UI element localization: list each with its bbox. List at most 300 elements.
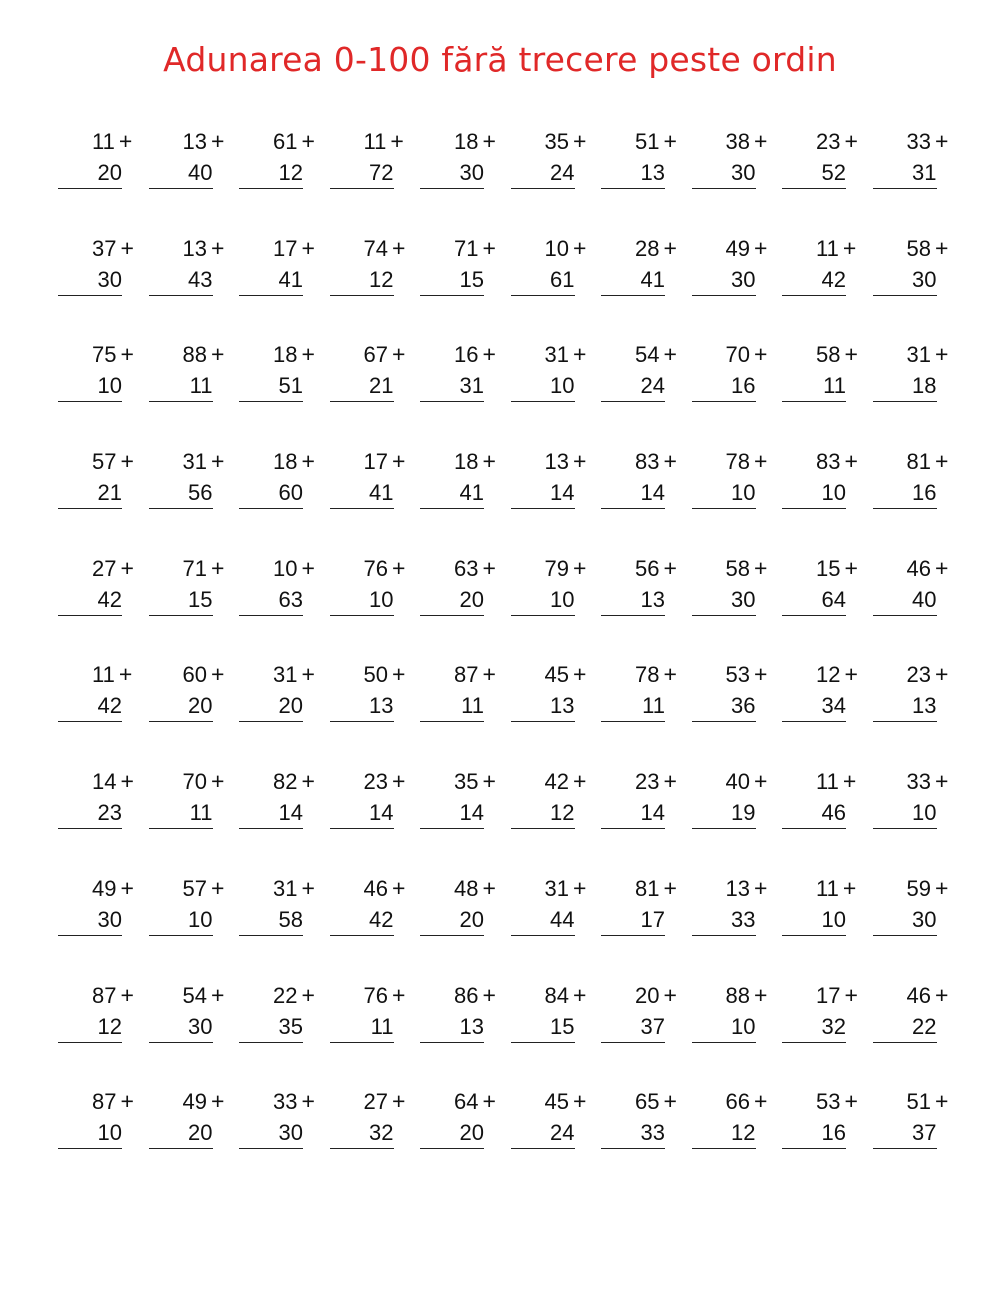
first-addend	[183, 448, 225, 475]
first-addend	[816, 128, 858, 155]
plus-sign: +	[934, 661, 949, 688]
first-addend-value: 17	[273, 235, 298, 261]
first-addend	[273, 555, 315, 582]
first-addend	[545, 448, 587, 475]
first-addend	[907, 982, 949, 1009]
plus-sign: +	[301, 234, 315, 261]
plus-sign: +	[663, 341, 677, 368]
addition-problem	[58, 768, 148, 830]
second-addend: 21	[58, 480, 122, 509]
plus-sign: +	[753, 554, 768, 581]
addition-problem	[239, 128, 329, 190]
plus-sign: +	[301, 768, 315, 795]
plus-sign: +	[934, 448, 949, 475]
plus-sign: +	[120, 448, 134, 475]
second-addend: 14	[601, 800, 665, 829]
second-addend: 12	[511, 800, 575, 829]
first-addend-value: 23	[816, 129, 841, 154]
first-addend	[454, 128, 496, 155]
second-addend: 20	[149, 693, 213, 722]
first-addend	[907, 448, 949, 475]
first-addend-value: 51	[635, 129, 660, 154]
addition-problem	[601, 661, 691, 723]
second-addend: 30	[873, 267, 937, 296]
first-addend-value: 11	[92, 129, 115, 154]
second-addend: 11	[330, 1014, 394, 1043]
first-addend-value: 49	[92, 875, 117, 901]
addition-problem	[782, 128, 872, 190]
addition-problem	[330, 1088, 420, 1150]
addition-problem	[873, 555, 963, 617]
first-addend	[726, 235, 768, 262]
second-addend: 12	[692, 1120, 756, 1149]
first-addend-value: 53	[725, 662, 750, 688]
addition-problem	[601, 555, 691, 617]
first-addend	[454, 875, 496, 902]
first-addend-value: 83	[816, 449, 841, 475]
second-addend: 13	[601, 587, 665, 616]
first-addend-value: 82	[273, 769, 298, 795]
plus-sign: +	[391, 1088, 406, 1115]
first-addend-value: 46	[906, 555, 931, 581]
first-addend	[364, 1088, 406, 1115]
plus-sign: +	[753, 234, 768, 261]
plus-sign: +	[301, 448, 315, 475]
second-addend: 37	[601, 1014, 665, 1043]
second-addend: 16	[873, 480, 937, 509]
plus-sign: +	[120, 768, 134, 795]
plus-sign: +	[210, 234, 225, 261]
first-addend	[92, 555, 134, 582]
first-addend-value: 57	[92, 449, 117, 475]
addition-problem	[782, 768, 872, 830]
first-addend-value: 49	[725, 235, 750, 261]
first-addend-value: 31	[906, 342, 931, 368]
plus-sign: +	[844, 554, 858, 581]
problem-row	[58, 982, 968, 1089]
second-addend: 10	[782, 907, 846, 936]
plus-sign: +	[844, 128, 858, 154]
second-addend: 32	[782, 1014, 846, 1043]
second-addend: 58	[239, 907, 303, 936]
first-addend	[635, 768, 677, 795]
addition-problem	[511, 448, 601, 510]
first-addend	[273, 875, 315, 902]
plus-sign: +	[572, 874, 587, 901]
plus-sign: +	[844, 981, 858, 1008]
first-addend	[183, 982, 225, 1009]
addition-problem	[511, 341, 601, 403]
plus-sign: +	[753, 128, 768, 154]
addition-problem	[330, 768, 420, 830]
second-addend: 40	[873, 587, 937, 616]
first-addend-value: 58	[906, 235, 931, 261]
addition-problem	[149, 235, 239, 297]
first-addend	[92, 661, 132, 688]
addition-problem	[692, 448, 782, 510]
first-addend-value: 11	[816, 875, 839, 901]
first-addend	[545, 341, 587, 368]
plus-sign: +	[210, 981, 225, 1008]
first-addend-value: 61	[273, 129, 298, 154]
first-addend-value: 45	[544, 1089, 569, 1115]
first-addend	[635, 235, 677, 262]
first-addend-value: 58	[725, 555, 750, 581]
addition-problem	[873, 235, 963, 297]
plus-sign: +	[842, 874, 857, 901]
first-addend	[183, 128, 225, 155]
plus-sign: +	[753, 341, 768, 368]
second-addend: 37	[873, 1120, 937, 1149]
addition-problem	[782, 235, 872, 297]
first-addend-value: 10	[544, 235, 569, 261]
plus-sign: +	[753, 1088, 768, 1115]
first-addend	[726, 768, 768, 795]
addition-problem	[239, 235, 329, 297]
addition-problem	[239, 555, 329, 617]
first-addend	[183, 768, 225, 795]
first-addend	[726, 555, 768, 582]
second-addend: 64	[782, 587, 846, 616]
plus-sign: +	[391, 981, 406, 1008]
plus-sign: +	[118, 128, 133, 154]
first-addend-value: 18	[454, 449, 479, 475]
first-addend	[454, 768, 496, 795]
second-addend: 43	[149, 267, 213, 296]
addition-problem	[239, 768, 329, 830]
plus-sign: +	[572, 661, 587, 688]
first-addend-value: 11	[816, 235, 839, 261]
second-addend: 42	[58, 693, 122, 722]
addition-problem	[330, 341, 420, 403]
first-addend	[726, 128, 768, 155]
first-addend	[454, 448, 496, 475]
first-addend	[273, 1088, 315, 1115]
second-addend: 20	[420, 587, 484, 616]
addition-problem	[782, 875, 872, 937]
first-addend	[635, 982, 677, 1009]
plus-sign: +	[934, 234, 949, 261]
second-addend: 30	[239, 1120, 303, 1149]
first-addend	[92, 448, 134, 475]
addition-problem	[601, 448, 691, 510]
plus-sign: +	[482, 448, 496, 475]
plus-sign: +	[210, 1088, 225, 1115]
addition-problem	[149, 982, 239, 1044]
plus-sign: +	[120, 981, 134, 1008]
first-addend-value: 74	[363, 235, 388, 261]
first-addend	[454, 661, 496, 688]
first-addend	[635, 128, 677, 155]
first-addend	[545, 235, 587, 262]
addition-problem	[782, 341, 872, 403]
first-addend	[364, 982, 406, 1009]
addition-problem	[692, 1088, 782, 1150]
first-addend-value: 79	[544, 555, 569, 581]
plus-sign: +	[482, 554, 496, 581]
addition-problem	[601, 128, 691, 190]
first-addend-value: 14	[92, 769, 117, 795]
plus-sign: +	[301, 341, 315, 368]
addition-problem	[873, 661, 963, 723]
plus-sign: +	[391, 448, 406, 475]
plus-sign: +	[120, 1088, 134, 1115]
addition-problem	[782, 555, 872, 617]
first-addend-value: 10	[273, 555, 298, 581]
plus-sign: +	[482, 661, 496, 688]
plus-sign: +	[753, 448, 768, 475]
addition-problem	[420, 661, 510, 723]
addition-problem	[692, 982, 782, 1044]
first-addend	[92, 341, 134, 368]
second-addend: 11	[420, 693, 484, 722]
plus-sign: +	[301, 661, 315, 688]
addition-problem	[692, 875, 782, 937]
addition-problem	[58, 341, 148, 403]
first-addend-value: 11	[816, 769, 839, 795]
addition-problem	[511, 1088, 601, 1150]
first-addend	[183, 1088, 225, 1115]
first-addend-value: 54	[182, 982, 207, 1008]
first-addend	[816, 341, 858, 368]
addition-problem	[873, 341, 963, 403]
addition-problem	[149, 448, 239, 510]
addition-problem	[601, 982, 691, 1044]
second-addend: 56	[149, 480, 213, 509]
first-addend	[816, 661, 858, 688]
first-addend-value: 54	[635, 342, 660, 368]
first-addend-value: 56	[635, 555, 660, 581]
plus-sign: +	[572, 981, 587, 1008]
first-addend-value: 76	[363, 555, 388, 581]
plus-sign: +	[842, 234, 857, 261]
first-addend-value: 18	[273, 449, 298, 475]
addition-problem	[420, 555, 510, 617]
first-addend	[183, 875, 225, 902]
problem-row	[58, 448, 968, 555]
plus-sign: +	[391, 554, 406, 581]
first-addend-value: 12	[816, 662, 841, 688]
first-addend	[364, 661, 406, 688]
first-addend-value: 31	[544, 875, 569, 901]
first-addend	[635, 1088, 677, 1115]
plus-sign: +	[482, 981, 496, 1008]
second-addend: 11	[601, 693, 665, 722]
plus-sign: +	[934, 874, 949, 901]
first-addend-value: 37	[92, 235, 117, 261]
second-addend: 10	[330, 587, 394, 616]
plus-sign: +	[844, 341, 858, 368]
plus-sign: +	[663, 661, 677, 688]
first-addend-value: 88	[182, 342, 207, 368]
addition-problem	[58, 1088, 148, 1150]
second-addend: 63	[239, 587, 303, 616]
plus-sign: +	[482, 234, 496, 261]
second-addend: 24	[511, 160, 575, 189]
first-addend-value: 64	[454, 1089, 479, 1115]
second-addend: 30	[58, 907, 122, 936]
first-addend-value: 86	[454, 982, 479, 1008]
second-addend: 30	[692, 587, 756, 616]
problem-row	[58, 1088, 968, 1195]
second-addend: 10	[692, 1014, 756, 1043]
first-addend-value: 23	[635, 769, 660, 795]
first-addend	[816, 448, 858, 475]
plus-sign: +	[210, 554, 225, 581]
first-addend-value: 15	[816, 555, 841, 581]
addition-problem	[692, 128, 782, 190]
plus-sign: +	[753, 768, 768, 795]
plus-sign: +	[391, 234, 406, 261]
addition-problem	[692, 661, 782, 723]
first-addend	[816, 235, 856, 262]
second-addend: 13	[420, 1014, 484, 1043]
first-addend-value: 67	[363, 342, 388, 368]
plus-sign: +	[934, 981, 949, 1008]
second-addend: 34	[782, 693, 846, 722]
first-addend	[454, 555, 496, 582]
addition-problem	[330, 448, 420, 510]
first-addend	[364, 235, 406, 262]
plus-sign: +	[482, 128, 496, 154]
first-addend	[545, 875, 587, 902]
second-addend: 30	[692, 160, 756, 189]
first-addend-value: 13	[544, 449, 569, 475]
first-addend-value: 53	[816, 1089, 841, 1115]
first-addend-value: 46	[363, 875, 388, 901]
second-addend: 10	[511, 373, 575, 402]
second-addend: 10	[692, 480, 756, 509]
first-addend-value: 84	[544, 982, 569, 1008]
first-addend	[545, 661, 587, 688]
first-addend-value: 46	[906, 982, 931, 1008]
first-addend	[273, 341, 315, 368]
first-addend	[92, 235, 134, 262]
plus-sign: +	[120, 874, 134, 901]
plus-sign: +	[663, 1088, 677, 1115]
first-addend-value: 11	[92, 662, 115, 688]
plus-sign: +	[663, 448, 677, 475]
second-addend: 42	[58, 587, 122, 616]
problem-row	[58, 128, 968, 235]
first-addend	[273, 982, 315, 1009]
first-addend	[454, 982, 496, 1009]
addition-problem	[873, 875, 963, 937]
second-addend: 15	[511, 1014, 575, 1043]
first-addend	[183, 661, 225, 688]
plus-sign: +	[753, 874, 768, 901]
second-addend: 17	[601, 907, 665, 936]
second-addend: 30	[149, 1014, 213, 1043]
problem-row	[58, 235, 968, 342]
second-addend: 10	[149, 907, 213, 936]
plus-sign: +	[663, 128, 677, 154]
addition-problem	[239, 341, 329, 403]
addition-problem	[511, 555, 601, 617]
second-addend: 32	[330, 1120, 394, 1149]
first-addend-value: 78	[725, 449, 750, 475]
first-addend-value: 18	[273, 342, 298, 368]
problem-row	[58, 661, 968, 768]
second-addend: 31	[873, 160, 937, 189]
first-addend-value: 70	[725, 342, 750, 368]
first-addend-value: 70	[182, 769, 207, 795]
addition-problem	[873, 128, 963, 190]
first-addend	[364, 448, 406, 475]
plus-sign: +	[572, 768, 587, 795]
problem-row	[58, 875, 968, 982]
first-addend	[364, 128, 404, 155]
first-addend-value: 31	[273, 662, 298, 688]
first-addend	[907, 768, 949, 795]
plus-sign: +	[844, 1088, 858, 1115]
first-addend	[454, 235, 496, 262]
plus-sign: +	[663, 554, 677, 581]
first-addend-value: 18	[454, 129, 479, 154]
first-addend-value: 27	[92, 555, 117, 581]
first-addend-value: 11	[363, 129, 387, 154]
second-addend: 11	[782, 373, 846, 402]
first-addend	[907, 341, 949, 368]
first-addend-value: 78	[635, 662, 660, 688]
second-addend: 30	[420, 160, 484, 189]
addition-problem	[511, 982, 601, 1044]
plus-sign: +	[391, 874, 406, 901]
first-addend-value: 45	[544, 662, 569, 688]
first-addend	[454, 341, 496, 368]
plus-sign: +	[572, 554, 587, 581]
second-addend: 10	[511, 587, 575, 616]
first-addend-value: 13	[182, 129, 207, 154]
first-addend-value: 31	[544, 342, 569, 368]
first-addend	[273, 128, 315, 155]
plus-sign: +	[572, 1088, 587, 1115]
first-addend-value: 35	[454, 769, 479, 795]
addition-problem	[511, 661, 601, 723]
first-addend	[92, 875, 134, 902]
second-addend: 13	[330, 693, 394, 722]
second-addend: 14	[601, 480, 665, 509]
problem-row	[58, 341, 968, 448]
second-addend: 36	[692, 693, 756, 722]
plus-sign: +	[663, 981, 677, 1008]
first-addend	[273, 661, 315, 688]
first-addend-value: 20	[635, 982, 660, 1008]
plus-sign: +	[842, 768, 857, 795]
first-addend-value: 49	[182, 1089, 207, 1115]
second-addend: 16	[692, 373, 756, 402]
first-addend-value: 28	[635, 235, 660, 261]
addition-problem	[782, 982, 872, 1044]
addition-problem	[782, 661, 872, 723]
first-addend-value: 51	[906, 1089, 931, 1115]
plus-sign: +	[753, 981, 768, 1008]
first-addend	[726, 448, 768, 475]
addition-problem	[511, 768, 601, 830]
first-addend-value: 22	[273, 982, 298, 1008]
addition-problem	[873, 448, 963, 510]
plus-sign: +	[934, 128, 949, 154]
first-addend	[907, 661, 949, 688]
addition-problem	[601, 235, 691, 297]
first-addend-value: 33	[906, 769, 931, 795]
first-addend-value: 35	[544, 129, 569, 154]
first-addend-value: 33	[273, 1089, 298, 1115]
plus-sign: +	[482, 768, 496, 795]
addition-problem	[239, 448, 329, 510]
first-addend	[454, 1088, 496, 1115]
addition-problem	[511, 875, 601, 937]
